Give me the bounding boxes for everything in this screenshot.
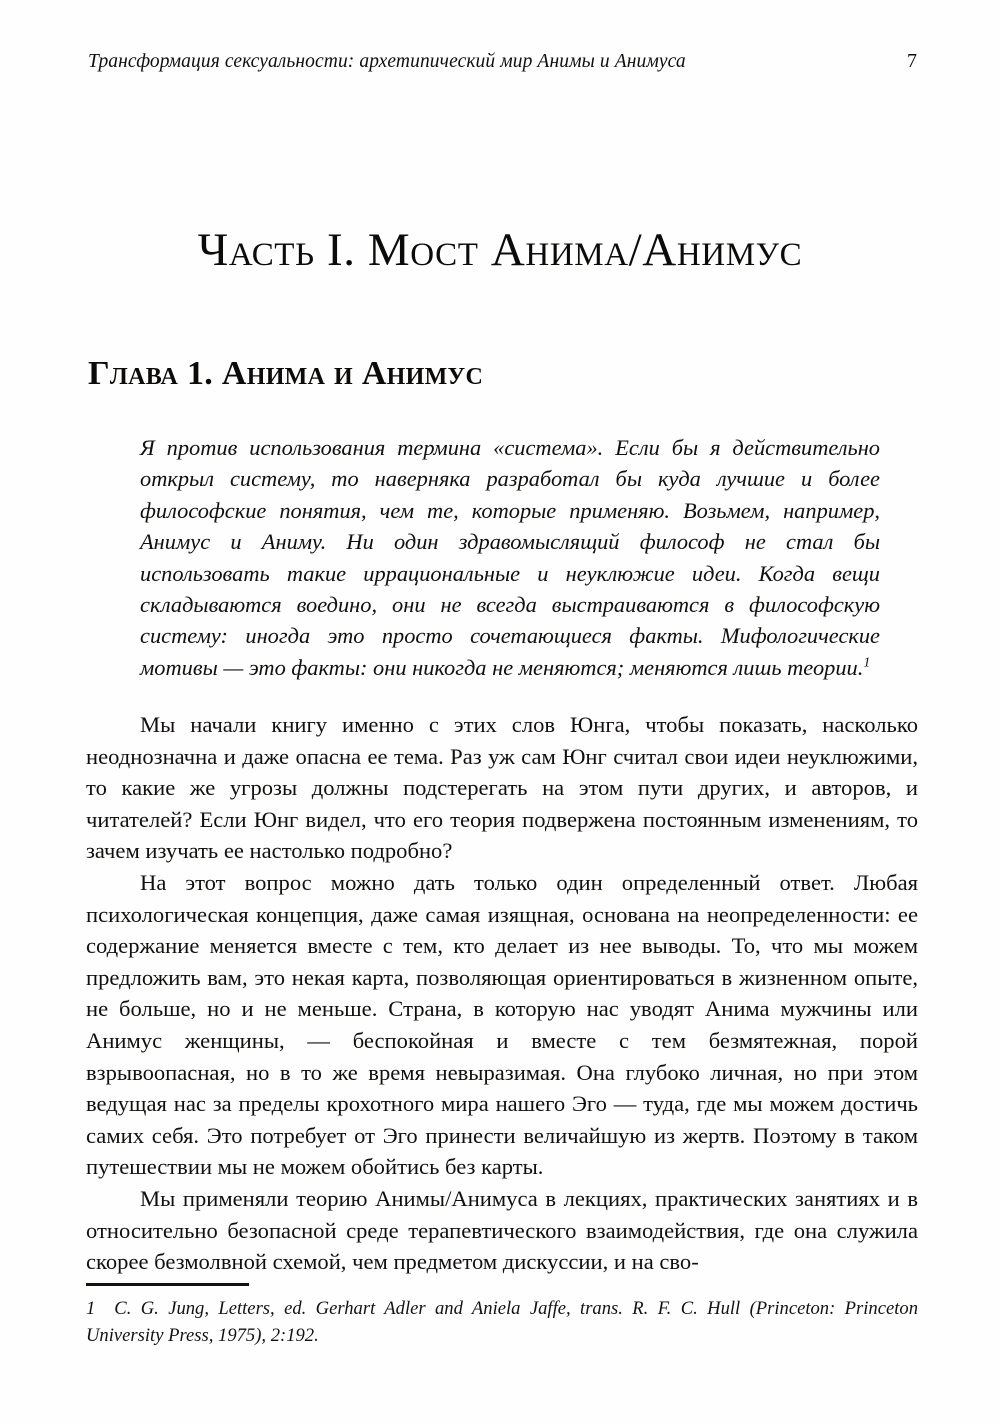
epigraph-text: Я против использования термина «система». Если бы я действительно открыл систему, то наверняка разработал бы куда лучшие и более философские понятия, чем те, которые применяю. Возьмем, например, Анимус и Аниму. Ни один здравомыслящий философ не стал бы использовать такие иррациональные и неуклюжие идеи. Когда вещи складываются воедино, они не всегда выстраиваются в философскую систему: иногда это просто сочетающиеся факты. Мифологические мотивы — это факты: они никогда не меняются; меняются лишь теории. [140, 435, 880, 680]
body-paragraph: На этот вопрос можно дать только один определенный ответ. Любая психологическая концепция, даже самая изящная, основана на неопределенности: ее содержание меняется вместе с тем, кто делает из нее выводы. То, что мы можем предложить вам, это некая карта, позволяющая ориентироваться в жизненном опыте, не больше, но и не меньше. Страна, в которую нас уводят Анима мужчины или Анимус женщины, — беспокойная и вместе с тем безмятежная, порой взрывоопасная, но в то же время невыразимая. Она глубоко личная, но при этом ведущая нас за пределы крохотного мира нашего Эго — туда, где мы можем достичь самих себя. Это потребует от Эго принести величайшую из жертв. Поэтому в таком путешествии мы не можем обойтись без карты. [86, 869, 918, 1180]
epigraph [140, 432, 880, 683]
body-text [86, 709, 918, 1278]
footnote-marker: 1 [86, 1298, 96, 1319]
part-title: Часть I. Мост Анима/Анимус [197, 224, 803, 277]
running-head [88, 50, 917, 76]
footnote-text: C. G. Jung, Letters, ed. Gerhart Adler and Aniela Jaffe, trans. R. F. C. Hull (Princeton: Princeton University Press, 1975), 2:192. [86, 1298, 918, 1346]
footnote-separator-rule [86, 1283, 249, 1286]
footnote [86, 1295, 918, 1349]
page-number: 7 [907, 50, 917, 72]
footnote-zone [86, 1283, 918, 1349]
body-paragraph: Мы начали книгу именно с этих слов Юнга, чтобы показать, насколько неоднозначна и даже опасна ее тема. Раз уж сам Юнг считал свои идеи неуклюжими, то какие же угрозы должны подстерегать на этом пути других, и авторов, и читателей? Если Юнг видел, что его теория подвержена постоянным изменениям, то зачем изучать ее настолько подробно? [86, 712, 918, 864]
body-paragraph: Мы применяли теорию Анимы/Анимуса в лекциях, практических занятиях и в относительно безопасной среде терапевтического взаимодействия, где она служила скорее безмолвной схемой, чем предметом дискуссии, и на сво- [86, 1185, 918, 1275]
epigraph-footnote-marker: 1 [863, 655, 871, 671]
running-head-title: Трансформация сексуальности: архетипический мир Анимы и Анимуса [88, 51, 686, 72]
chapter-title: Глава 1. Анима и Анимус [88, 355, 484, 393]
